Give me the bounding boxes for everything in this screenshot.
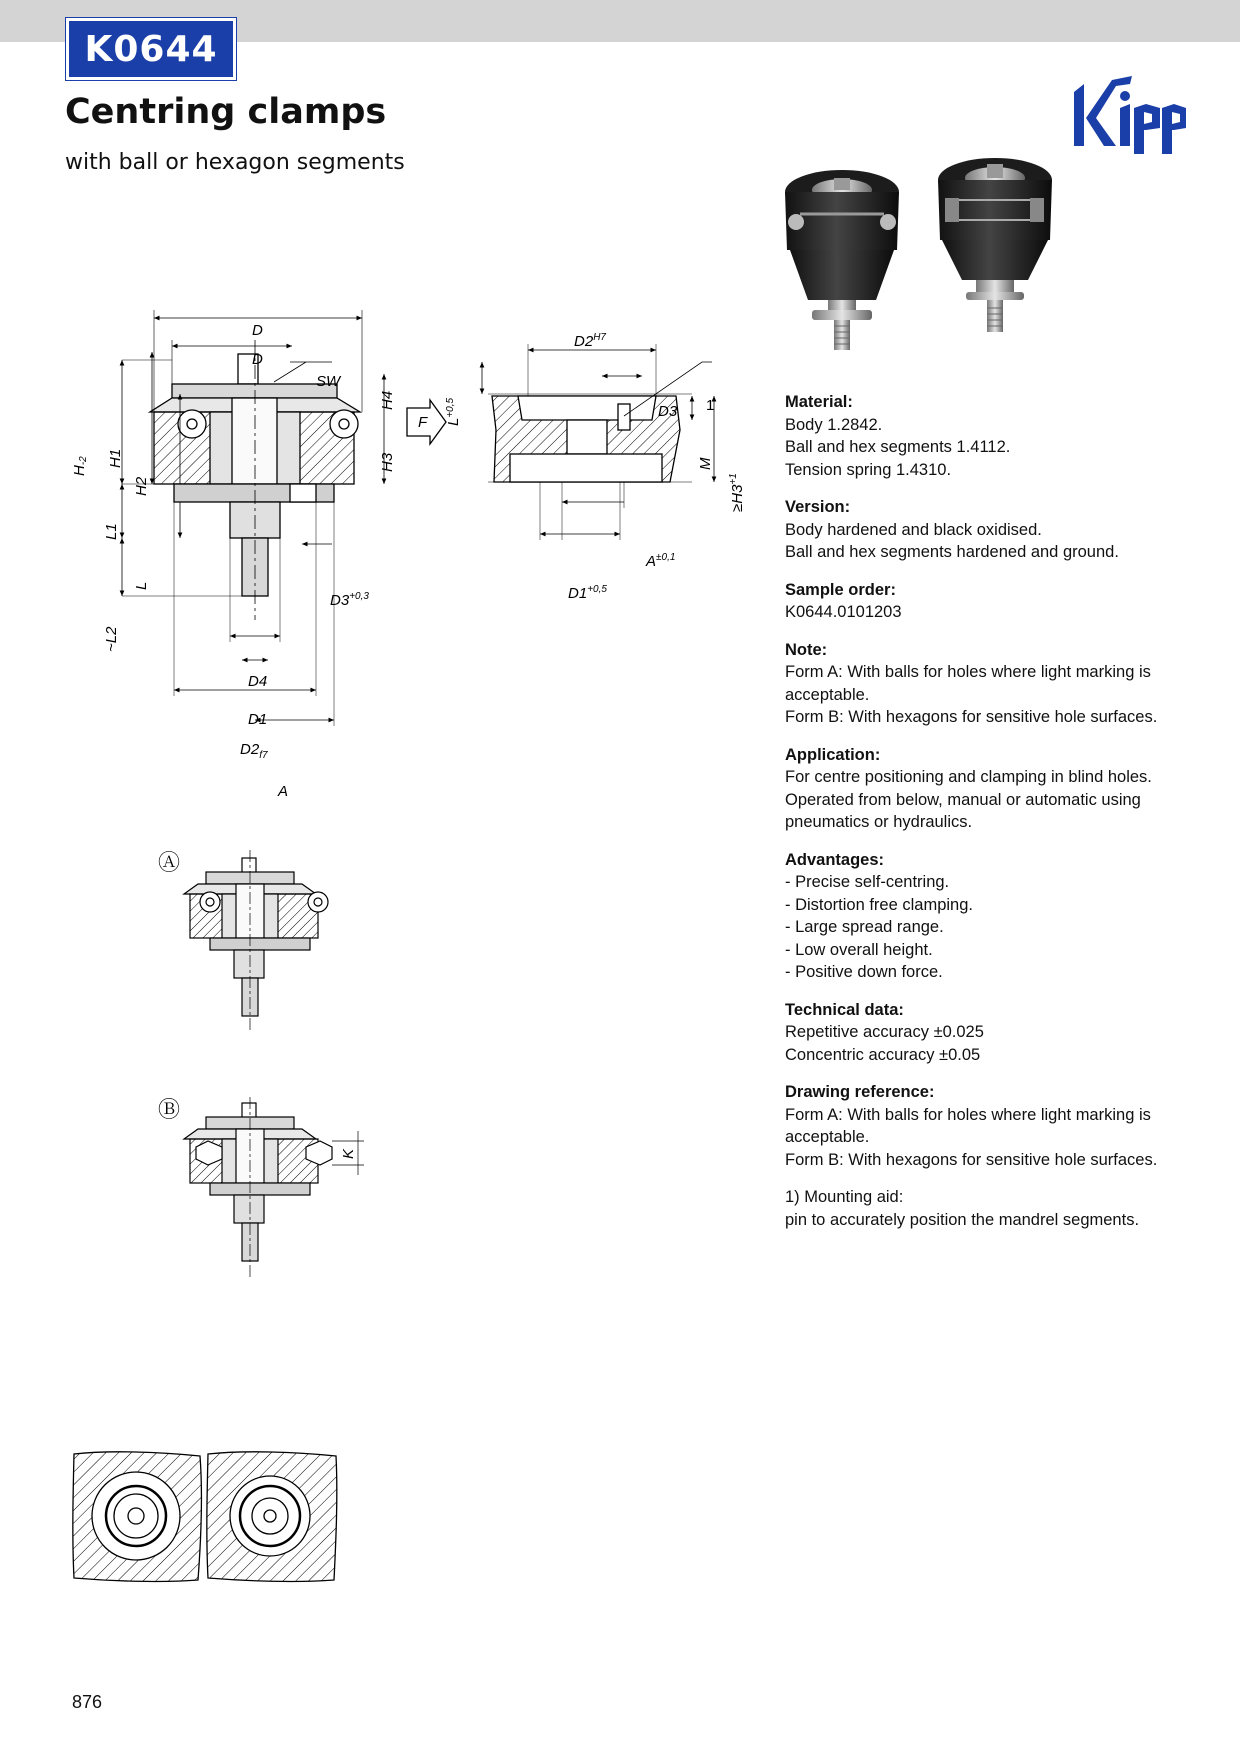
label-h2: H2	[133, 476, 150, 496]
label-d-inner: D	[252, 351, 263, 368]
spec-line: 1) Mounting aid:	[785, 1188, 904, 1206]
label-d2-tol: f7	[259, 750, 268, 761]
form-a-drawing	[150, 842, 400, 1042]
label-f: F	[418, 414, 428, 431]
spec-line: - Distortion free clamping.	[785, 895, 973, 914]
spec-section-advantages	[785, 849, 1225, 984]
spec-line: Body 1.2842.	[785, 415, 883, 434]
svg-text:D2H7	[574, 332, 606, 350]
spec-line: Form A: With balls for holes where light marking is	[785, 1105, 1151, 1124]
spec-line: Concentric accuracy ±0.05	[785, 1045, 981, 1064]
spec-line: Ball and hex segments 1.4112.	[785, 438, 1011, 456]
spec-section-version	[785, 496, 1225, 564]
svg-text:L+0,5	[445, 397, 462, 426]
spec-line: - Low overall height.	[785, 940, 933, 959]
svg-text:D3+0,3	[330, 591, 369, 609]
label-mount-d1-tol: +0,5	[587, 584, 607, 595]
form-b-drawing	[150, 1095, 400, 1305]
label-d1: D1	[248, 711, 268, 728]
svg-text:D2f7	[240, 741, 268, 761]
label-h-tol: -2	[78, 456, 89, 466]
page-number: 876	[72, 1692, 103, 1712]
spec-line: Form B: With hexagons for sensitive hole surfaces.	[785, 1150, 1158, 1169]
label-mount-d1: D1	[568, 585, 588, 602]
svg-text:A±0,1	[645, 552, 675, 570]
form-b-label: Ⓑ	[158, 1097, 181, 1122]
spec-line: pin to accurately position the mandrel segments.	[785, 1210, 1140, 1229]
spec-heading: Technical data:	[785, 1000, 904, 1019]
label-mount-a: A	[646, 553, 657, 570]
page-title: Centring clamps	[65, 92, 387, 132]
label-l: L	[133, 581, 150, 590]
spec-section-material	[785, 391, 1225, 481]
label-mount-h3-tol: +1	[728, 473, 739, 485]
spec-line: For centre positioning and clamping in blind holes.	[785, 768, 1152, 786]
label-mount-d2-tol: H7	[593, 332, 606, 343]
spec-section-sample-order	[785, 579, 1225, 624]
label-h4: H4	[379, 390, 396, 410]
spec-heading: Application:	[785, 745, 881, 764]
spec-section-note	[785, 639, 1225, 729]
product-photo-form-a	[785, 170, 899, 350]
spec-heading: Version:	[785, 498, 851, 516]
kipp-logo	[1072, 74, 1186, 160]
label-d3: D3	[330, 592, 350, 609]
label-d-outer: D	[252, 322, 263, 339]
svg-text:H-2	[71, 456, 89, 476]
spec-section-drawing-reference	[785, 1081, 1225, 1171]
spec-section-application	[785, 744, 1225, 834]
spec-line: Body hardened and black oxidised.	[785, 520, 1042, 539]
spec-line: Operated from below, manual or automatic using	[785, 790, 1141, 809]
spec-line: acceptable.	[785, 1128, 870, 1146]
label-sw: SW	[316, 373, 341, 390]
label-mount-a-tol: ±0,1	[656, 552, 676, 563]
spec-line: Ball and hex segments hardened and ground.	[785, 543, 1119, 561]
product-photo-form-b	[938, 158, 1052, 332]
spec-line: - Large spread range.	[785, 918, 944, 936]
label-mount-l-tol: +0,5	[445, 397, 456, 418]
spec-heading: Advantages:	[785, 850, 885, 869]
article-code-badge: K0644	[66, 18, 236, 80]
spec-heading: Sample order:	[785, 580, 896, 599]
label-mount-l: L	[445, 417, 462, 426]
spec-line: - Positive down force.	[785, 963, 943, 981]
page-subtitle: with ball or hexagon segments	[65, 150, 405, 175]
label-h1: H1	[107, 448, 124, 468]
spec-line: pneumatics or hydraulics.	[785, 813, 973, 831]
spec-line: Form A: With balls for holes where light marking is	[785, 663, 1151, 681]
cross-section-views	[70, 1450, 340, 1585]
spec-heading: Material:	[785, 393, 853, 411]
label-a: A	[278, 783, 289, 800]
label-mount-m: M	[697, 457, 714, 470]
spec-line: Form B: With hexagons for sensitive hole surfaces.	[785, 708, 1158, 726]
spec-heading: Drawing reference:	[785, 1083, 935, 1101]
spec-line: acceptable.	[785, 685, 870, 704]
label-l2: ~L2	[103, 626, 120, 652]
spec-section-technical-data	[785, 999, 1225, 1067]
svg-text:≥H3+1	[728, 473, 746, 512]
technical-drawing	[62, 300, 752, 820]
form-a-label: Ⓐ	[158, 850, 181, 875]
specification-text	[785, 391, 1225, 1246]
label-l1: L1	[103, 523, 120, 540]
label-mount-h3: ≥H3	[729, 484, 746, 512]
spec-section-mounting-aid	[785, 1186, 1225, 1231]
label-h: H	[71, 465, 88, 476]
spec-line: Repetitive accuracy ±0.025	[785, 1023, 984, 1041]
label-k: K	[340, 1148, 357, 1159]
product-photos	[770, 150, 1080, 380]
label-h3: H3	[379, 452, 396, 472]
svg-text:D1+0,5	[568, 584, 607, 602]
spec-heading: Note:	[785, 640, 828, 659]
spec-line: - Precise self-centring.	[785, 873, 950, 891]
label-d3-tol: +0,3	[349, 591, 369, 602]
spec-line: Tension spring 1.4310.	[785, 460, 952, 479]
label-d4: D4	[248, 673, 268, 690]
label-mount-1: 1	[706, 397, 715, 414]
label-mount-d3: D3	[658, 403, 678, 420]
label-mount-d2: D2	[574, 333, 594, 350]
label-d2: D2	[240, 741, 260, 758]
spec-line: K0644.0101203	[785, 603, 902, 621]
